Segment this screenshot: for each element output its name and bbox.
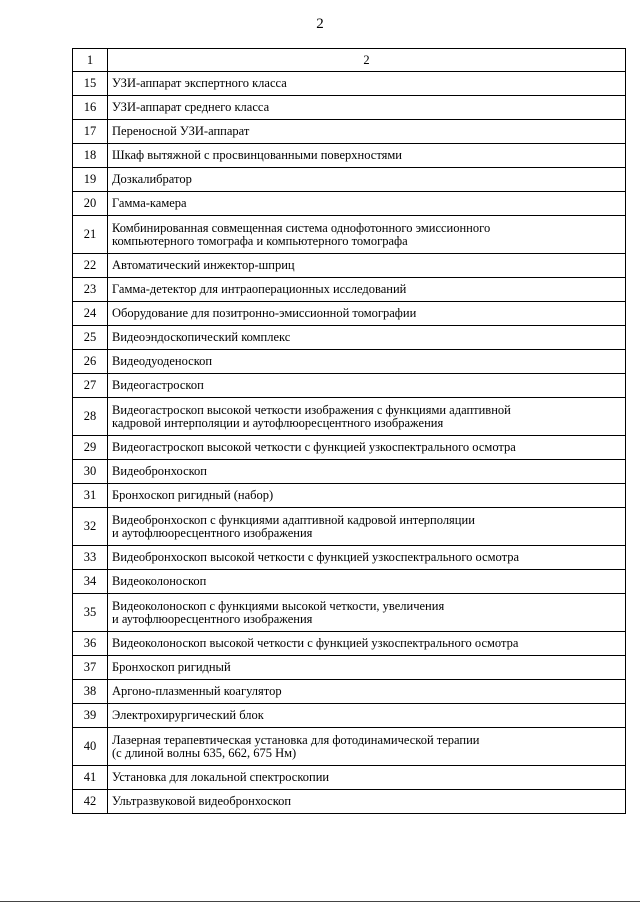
- table-row: [73, 484, 626, 508]
- table-row: [73, 350, 626, 374]
- equipment-name: Гамма-камера: [108, 192, 626, 216]
- equipment-name: Видеогастроскоп: [108, 374, 626, 398]
- table-row: [73, 790, 626, 814]
- table-row: [73, 168, 626, 192]
- equipment-name: Аргоно-плазменный коагулятор: [108, 680, 626, 704]
- row-number: 42: [73, 790, 108, 814]
- table-row: [73, 436, 626, 460]
- equipment-name: Дозкалибратор: [108, 168, 626, 192]
- row-number: 22: [73, 254, 108, 278]
- equipment-name: Переносной УЗИ-аппарат: [108, 120, 626, 144]
- table-row: [73, 594, 626, 632]
- row-number: 39: [73, 704, 108, 728]
- table-row: [73, 728, 626, 766]
- table-row: [73, 546, 626, 570]
- row-number: 37: [73, 656, 108, 680]
- equipment-name: Видеоэндоскопический комплекс: [108, 326, 626, 350]
- equipment-name: Видеобронхоскоп высокой четкости с функцией узкоспектрального осмотра: [108, 546, 626, 570]
- table-row: [73, 766, 626, 790]
- equipment-name: Бронхоскоп ригидный: [108, 656, 626, 680]
- table-row: [73, 192, 626, 216]
- row-number: 23: [73, 278, 108, 302]
- equipment-name: Лазерная терапевтическая установка для фотодинамической терапии (с длиной волны 635, 662, 675 Нм): [108, 728, 626, 766]
- equipment-name: Видеоколоноскоп высокой четкости с функцией узкоспектрального осмотра: [108, 632, 626, 656]
- row-number: 26: [73, 350, 108, 374]
- table-row: [73, 508, 626, 546]
- row-number: 30: [73, 460, 108, 484]
- equipment-name: Установка для локальной спектроскопии: [108, 766, 626, 790]
- equipment-name: Видеогастроскоп высокой четкости изображения с функциями адаптивной кадровой интерполяции и аутофлюоресцентного изображения: [108, 398, 626, 436]
- table-header-row: [73, 49, 626, 72]
- table-row: [73, 632, 626, 656]
- row-number: 36: [73, 632, 108, 656]
- equipment-name: Оборудование для позитронно-эмиссионной томографии: [108, 302, 626, 326]
- header-cell-number: 1: [73, 49, 108, 72]
- equipment-name: Гамма-детектор для интраоперационных исследований: [108, 278, 626, 302]
- equipment-name: Видеоколоноскоп: [108, 570, 626, 594]
- row-number: 17: [73, 120, 108, 144]
- row-number: 33: [73, 546, 108, 570]
- table-row: [73, 704, 626, 728]
- table-row: [73, 656, 626, 680]
- equipment-name: УЗИ-аппарат экспертного класса: [108, 72, 626, 96]
- equipment-name: Видеогастроскоп высокой четкости с функцией узкоспектрального осмотра: [108, 436, 626, 460]
- row-number: 31: [73, 484, 108, 508]
- equipment-name: Видеодуоденоскоп: [108, 350, 626, 374]
- table-row: [73, 254, 626, 278]
- equipment-name: Видеобронхоскоп: [108, 460, 626, 484]
- row-number: 15: [73, 72, 108, 96]
- row-number: 28: [73, 398, 108, 436]
- equipment-table: [72, 48, 626, 814]
- equipment-name: Видеобронхоскоп с функциями адаптивной кадровой интерполяции и аутофлюоресцентного изображения: [108, 508, 626, 546]
- table-row: [73, 72, 626, 96]
- equipment-name: Шкаф вытяжной с просвинцованными поверхностями: [108, 144, 626, 168]
- row-number: 32: [73, 508, 108, 546]
- equipment-name: Комбинированная совмещенная система однофотонного эмиссионного компьютерного томографа и компьютерного томографа: [108, 216, 626, 254]
- equipment-name: Ультразвуковой видеобронхоскоп: [108, 790, 626, 814]
- row-number: 34: [73, 570, 108, 594]
- row-number: 38: [73, 680, 108, 704]
- table-row: [73, 120, 626, 144]
- page-number: 2: [316, 16, 324, 32]
- table-row: [73, 326, 626, 350]
- equipment-name: Автоматический инжектор-шприц: [108, 254, 626, 278]
- row-number: 20: [73, 192, 108, 216]
- row-number: 21: [73, 216, 108, 254]
- row-number: 29: [73, 436, 108, 460]
- equipment-name: Бронхоскоп ригидный (набор): [108, 484, 626, 508]
- table-row: [73, 460, 626, 484]
- header-cell-name: 2: [108, 49, 626, 72]
- table-row: [73, 680, 626, 704]
- row-number: 41: [73, 766, 108, 790]
- row-number: 35: [73, 594, 108, 632]
- row-number: 24: [73, 302, 108, 326]
- table-row: [73, 398, 626, 436]
- row-number: 40: [73, 728, 108, 766]
- table-row: [73, 278, 626, 302]
- table-row: [73, 216, 626, 254]
- scan-edge-line: [0, 901, 640, 902]
- row-number: 19: [73, 168, 108, 192]
- row-number: 16: [73, 96, 108, 120]
- equipment-name: Электрохирургический блок: [108, 704, 626, 728]
- table-row: [73, 96, 626, 120]
- equipment-name: Видеоколоноскоп с функциями высокой четкости, увеличения и аутофлюоресцентного изображения: [108, 594, 626, 632]
- table-row: [73, 570, 626, 594]
- table-row: [73, 302, 626, 326]
- table-row: [73, 144, 626, 168]
- row-number: 27: [73, 374, 108, 398]
- table-row: [73, 374, 626, 398]
- row-number: 18: [73, 144, 108, 168]
- equipment-name: УЗИ-аппарат среднего класса: [108, 96, 626, 120]
- row-number: 25: [73, 326, 108, 350]
